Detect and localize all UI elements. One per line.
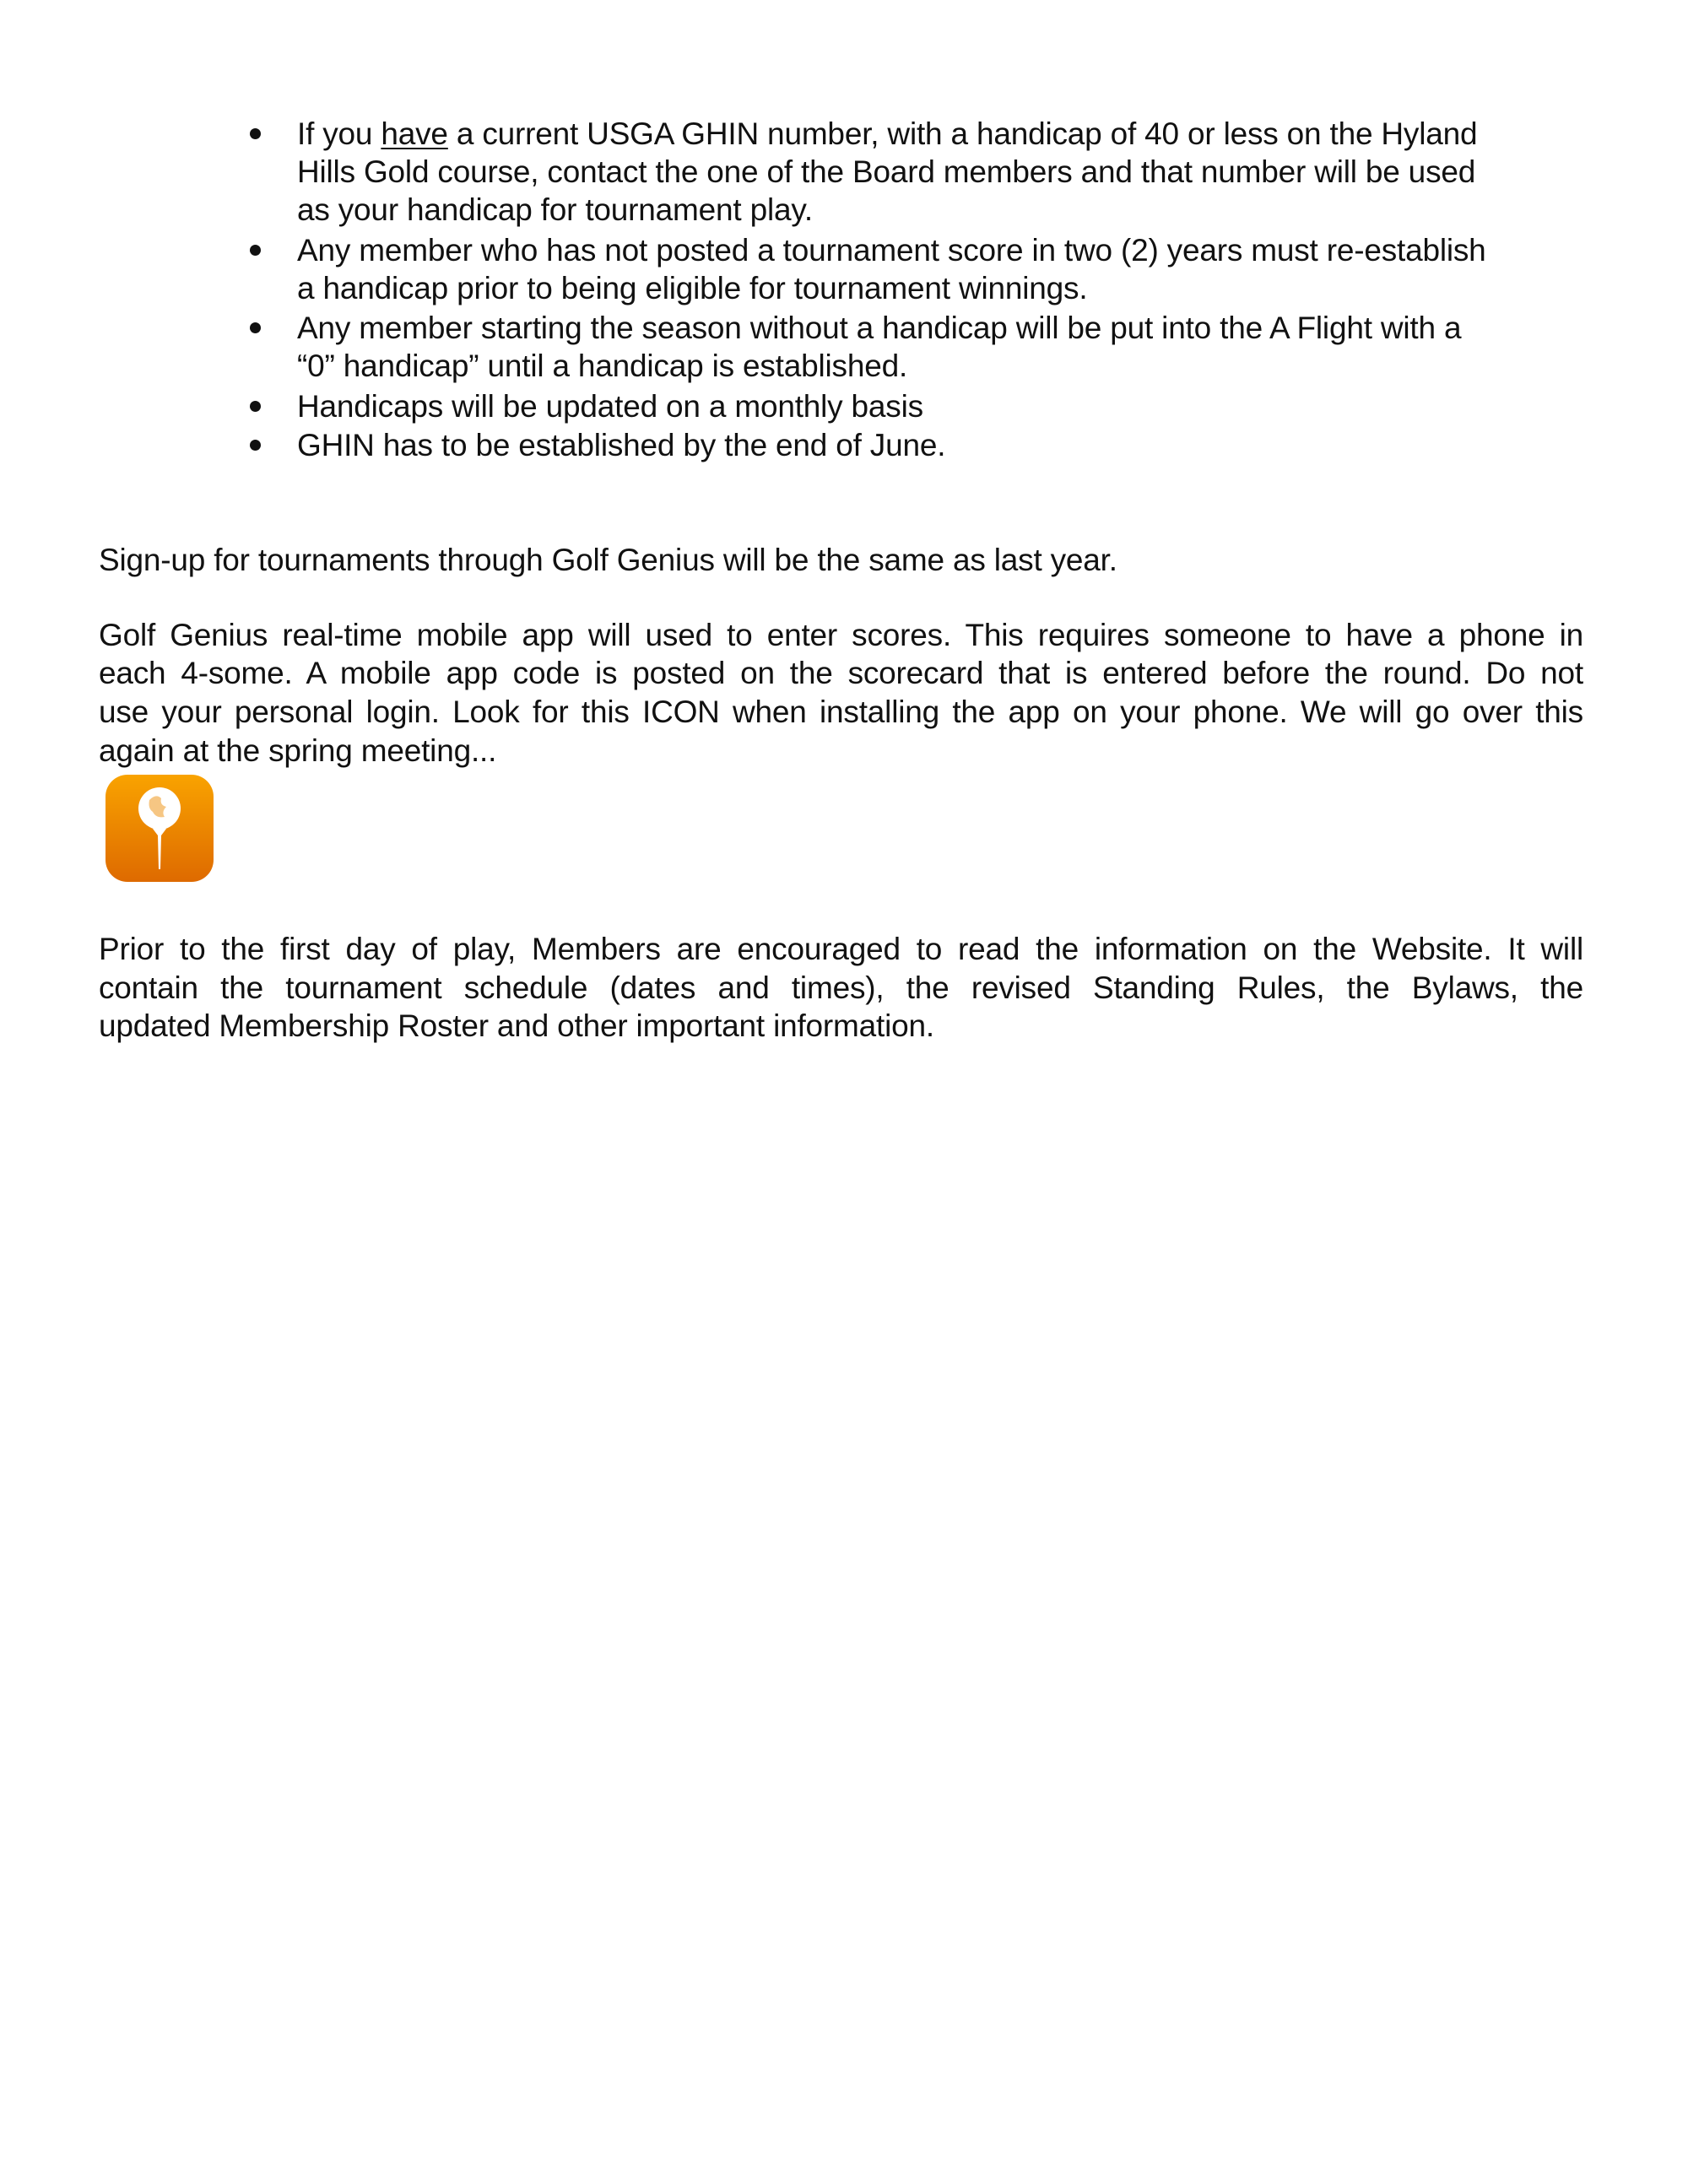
paragraph-line: contain the tournament schedule (dates and times), the revised Standing Rules, the Bylaws, the [99, 970, 1583, 1005]
paragraph-line: Golf Genius real-time mobile app will used to enter scores. This requires someone to have a phone in [99, 618, 1583, 652]
bullet-dot [250, 440, 261, 451]
bullet-5-line-1: GHIN has to be established by the end of June. [297, 428, 946, 462]
paragraph-line: Prior to the first day of play, Members are encouraged to read the information on the Website. It will [99, 932, 1583, 966]
bullet-dot [250, 401, 261, 412]
bullet-3-line-2: “0” handicap” until a handicap is established. [297, 349, 908, 383]
paragraph-line: again at the spring meeting... [99, 733, 497, 768]
bullet-dot [250, 245, 261, 256]
paragraph-line: each 4-some. A mobile app code is posted on the scorecard that is entered before the round. Do not [99, 656, 1583, 690]
paragraph-line: updated Membership Roster and other important information. [99, 1008, 934, 1043]
paragraph-line: use your personal login. Look for this ICON when installing the app on your phone. We will go over this [99, 695, 1583, 729]
bullet-dot [250, 322, 261, 333]
bullet-1-line-3: as your handicap for tournament play. [297, 192, 813, 227]
signup-paragraph: Sign-up for tournaments through Golf Genius will be the same as last year. [99, 543, 1117, 577]
bullet-1-line-2: Hills Gold course, contact the one of the Board members and that number will be used [297, 154, 1476, 189]
bullet-1-line-1: If you have a current USGA GHIN number, with a handicap of 40 or less on the Hyland [297, 116, 1478, 151]
golf-genius-app-icon [106, 775, 214, 882]
bullet-3-line-1: Any member starting the season without a handicap will be put into the A Flight with a [297, 311, 1462, 345]
bullet-2-line-2: a handicap prior to being eligible for tournament winnings. [297, 271, 1088, 305]
bullet-4-line-1: Handicaps will be updated on a monthly basis [297, 389, 923, 424]
bullet-dot [250, 128, 261, 139]
bullet-2-line-1: Any member who has not posted a tournament score in two (2) years must re-establish [297, 233, 1486, 268]
